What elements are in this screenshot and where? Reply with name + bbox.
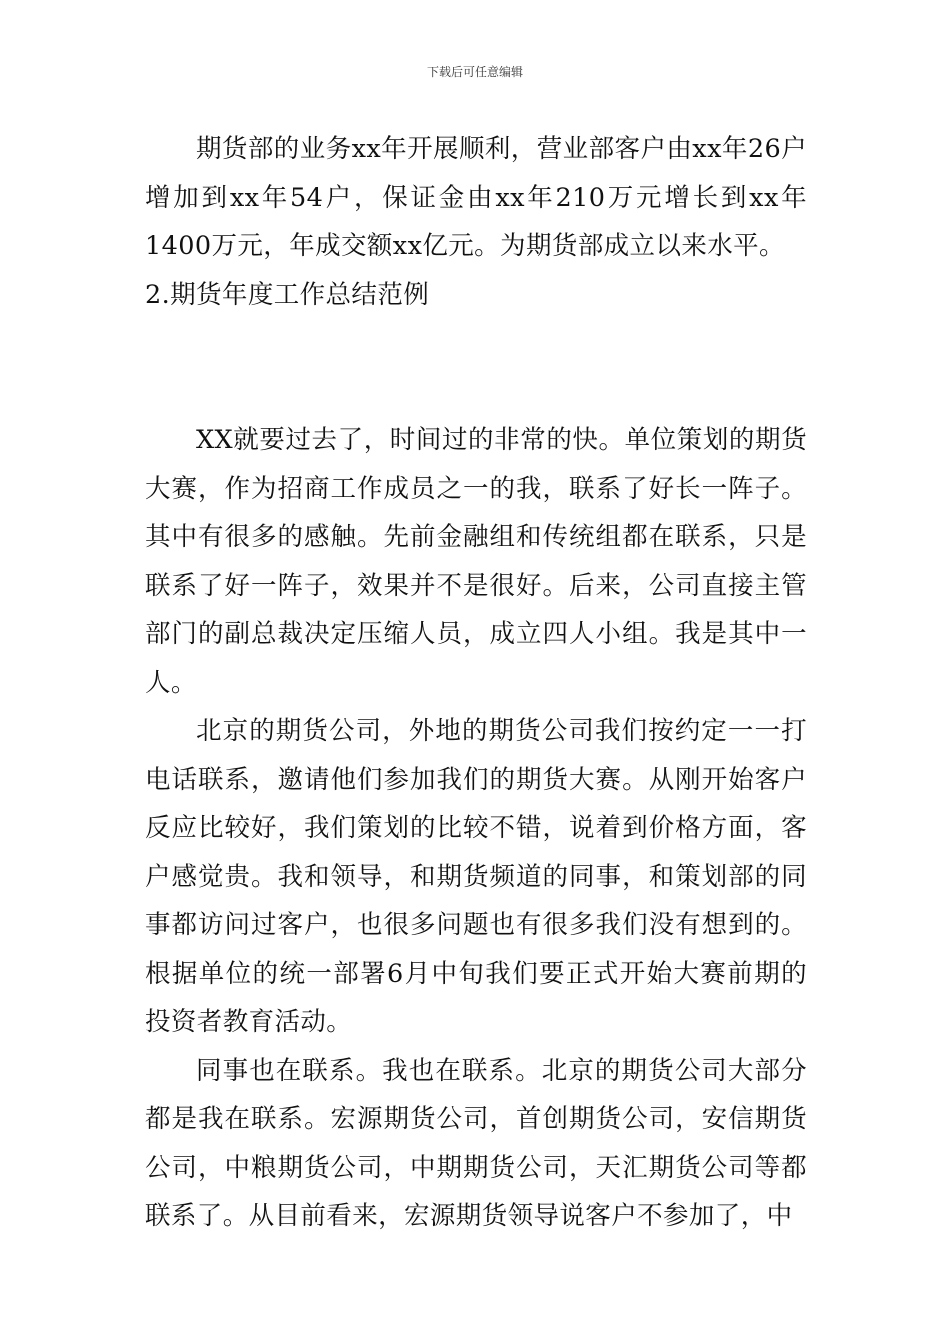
section-spacer (145, 319, 807, 416)
paragraph-1: 期货部的业务xx年开展顺利，营业部客户由xx年26户增加到xx年54户，保证金由xx年210万元增长到xx年1400万元，年成交额xx亿元。为期货部成立以来水平。 (145, 134, 807, 261)
section-heading: 2.期货年度工作总结范例 (145, 279, 430, 310)
paragraph-2: XX就要过去了，时间过的非常的快。单位策划的期货大赛，作为招商工作成员之一的我，联系了好长一阵子。其中有很多的感触。先前金融组和传统组都在联系，只是联系了好一阵子，效果并不是很好。后来，公司直接主管部门的副总裁决定压缩人员，成立四人小组。我是其中一人。 (145, 425, 807, 698)
paragraph-4: 同事也在联系。我也在联系。北京的期货公司大部分都是我在联系。宏源期货公司，首创期货公司，安信期货公司，中粮期货公司，中期期货公司，天汇期货公司等都联系了。从目前看来，宏源期货领导说客户不参加了，中 (145, 1055, 807, 1231)
page-header-note: 下载后可任意编辑 (426, 65, 523, 79)
paragraph-3: 北京的期货公司，外地的期货公司我们按约定一一打电话联系，邀请他们参加我们的期货大赛。从刚开始客户反应比较好，我们策划的比较不错，说着到价格方面，客户感觉贵。我和领导，和期货频道的同事，和策划部的同事都访问过客户，也很多问题也有很多我们没有想到的。根据单位的统一部署6月中旬我们要正式开始大赛前期的投资者教育活动。 (145, 716, 807, 1037)
document-body (145, 125, 807, 1241)
